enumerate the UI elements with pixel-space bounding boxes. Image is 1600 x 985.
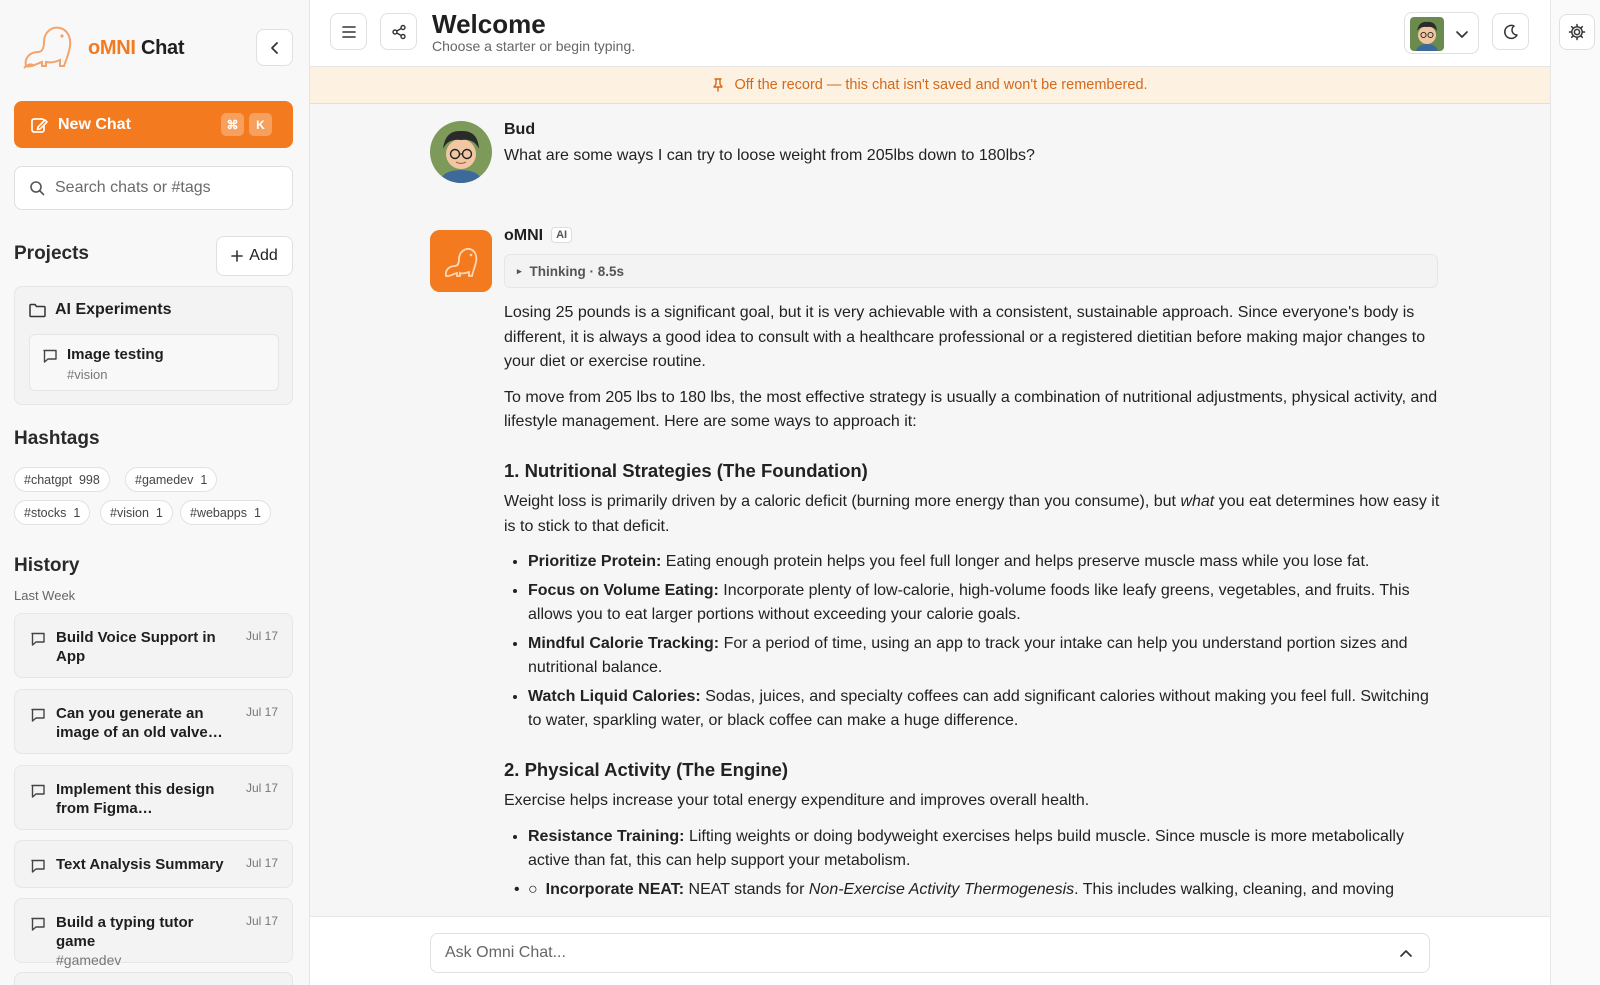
folder-icon bbox=[29, 303, 46, 318]
project-chat-tag: #vision bbox=[67, 367, 108, 382]
emphasis-text: what bbox=[1180, 493, 1215, 510]
answer-paragraph: Exercise helps increase your total energy expenditure and improves overall health. bbox=[504, 792, 1090, 809]
project-header[interactable] bbox=[29, 301, 171, 319]
hashtag-chip[interactable] bbox=[100, 500, 173, 525]
banner-text: Off the record — this chat isn't saved and won't be remembered. bbox=[734, 77, 1148, 93]
ai-name bbox=[504, 227, 572, 245]
brand-prefix: oMNI bbox=[88, 36, 136, 59]
collapse-sidebar-button[interactable] bbox=[256, 29, 293, 66]
history-item[interactable] bbox=[14, 613, 293, 678]
hashtag-name: #webapps bbox=[190, 505, 247, 520]
project-chat-item[interactable] bbox=[29, 334, 279, 391]
history-item-title: Implement this design from Figma… bbox=[56, 781, 215, 817]
ai-name-text: oMNI bbox=[504, 227, 544, 244]
list-item-key: Focus on Volume Eating: bbox=[528, 581, 719, 599]
menu-button[interactable] bbox=[330, 13, 367, 50]
hashtag-name: #gamedev bbox=[135, 472, 194, 487]
history-item-date: Jul 17 bbox=[245, 781, 278, 795]
share-icon bbox=[391, 24, 407, 40]
answer-list bbox=[504, 825, 1444, 903]
composer bbox=[430, 933, 1430, 973]
answer-list bbox=[504, 550, 1444, 734]
chat-bubble-icon bbox=[30, 858, 46, 874]
chat-bubble-icon bbox=[30, 707, 46, 723]
message-input[interactable] bbox=[445, 944, 1345, 962]
new-chat-button[interactable] bbox=[14, 101, 293, 148]
hashtag-chip[interactable] bbox=[14, 500, 90, 525]
circle-bullet: ○ bbox=[528, 880, 538, 898]
main-panel bbox=[310, 0, 1550, 985]
emphasis-text: Non-Exercise Activity Thermogenesis bbox=[808, 880, 1075, 898]
hamburger-icon bbox=[341, 25, 357, 39]
thinking-label: Thinking · 8.5s bbox=[529, 263, 625, 279]
shortcut-key-k: K bbox=[249, 113, 272, 136]
hashtag-chip[interactable] bbox=[180, 500, 271, 525]
text-span: Weight loss is primarily driven by a caloric deficit (burning more energy than you consume), but bbox=[504, 493, 1181, 510]
history-item-date: Jul 17 bbox=[245, 856, 278, 870]
dino-logo-icon bbox=[430, 230, 492, 292]
history-title: History bbox=[14, 555, 80, 576]
answer-paragraph: To move from 205 lbs to 180 lbs, the most effective strategy is usually a combination of nutritional adjustments, physical activity, and lifestyle management. Here are some ways to approach it: bbox=[504, 388, 1438, 430]
gear-icon bbox=[1568, 23, 1586, 41]
sidebar bbox=[0, 0, 310, 985]
settings-button[interactable] bbox=[1559, 14, 1595, 50]
answer-paragraph bbox=[504, 490, 1444, 539]
app-name bbox=[88, 37, 184, 60]
history-item-partial[interactable] bbox=[14, 972, 293, 985]
search-input[interactable] bbox=[55, 179, 275, 197]
history-item-title-text: Build a typing tutor game bbox=[56, 914, 194, 950]
list-item-key: Resistance Training: bbox=[528, 827, 685, 845]
history-item[interactable] bbox=[14, 840, 293, 888]
list-item-text: Sodas, juices, and specialty coffees can add significant calories without making you feel full. Switching to water, sparkling water, or black coffee can make a huge difference. bbox=[528, 687, 1429, 729]
list-item-text: . This includes walking, cleaning, and moving bbox=[1074, 880, 1395, 898]
list-item-text: For a period of time, using an app to track your intake can help you understand portion sizes and nutritional balance. bbox=[528, 634, 1408, 676]
chat-bubble-icon bbox=[42, 348, 58, 364]
list-item-text: Eating enough protein helps you feel full longer and helps preserve muscle mass while you lose fat. bbox=[661, 553, 1370, 570]
history-item-date: Jul 17 bbox=[245, 705, 278, 719]
list-item bbox=[528, 685, 1444, 734]
chevron-up-icon[interactable] bbox=[1399, 947, 1413, 961]
history-item-tag: #gamedev bbox=[56, 952, 122, 968]
search-box bbox=[14, 166, 293, 210]
hashtag-count: 998 bbox=[78, 472, 100, 487]
user-message-text: What are some ways I can try to loose weight from 205lbs down to 180lbs? bbox=[504, 147, 1035, 164]
brand[interactable] bbox=[20, 20, 184, 76]
list-item bbox=[528, 579, 1444, 628]
projects-title: Projects bbox=[14, 243, 89, 264]
list-item bbox=[528, 825, 1444, 874]
ai-avatar bbox=[430, 230, 492, 292]
page-subtitle: Choose a starter or begin typing. bbox=[432, 38, 636, 54]
thinking-toggle[interactable] bbox=[504, 254, 1438, 288]
edit-icon bbox=[30, 116, 48, 134]
hashtag-chip[interactable] bbox=[125, 467, 217, 492]
ai-badge: AI bbox=[551, 227, 572, 243]
history-item-title: Text Analysis Summary bbox=[56, 856, 224, 873]
composer-bar bbox=[310, 916, 1550, 985]
right-toolbar bbox=[1550, 0, 1600, 985]
add-project-button[interactable] bbox=[216, 236, 293, 276]
hashtag-count: 1 bbox=[155, 505, 163, 520]
project-name: AI Experiments bbox=[55, 301, 172, 318]
list-item bbox=[528, 550, 1444, 575]
user-name: Bud bbox=[504, 121, 536, 138]
project-card bbox=[14, 286, 293, 405]
list-item bbox=[514, 878, 1444, 903]
history-item-date: Jul 17 bbox=[245, 629, 278, 643]
history-item[interactable] bbox=[14, 898, 293, 968]
history-group-label: Last Week bbox=[14, 588, 76, 603]
user-avatar bbox=[430, 121, 492, 183]
list-item-key: Watch Liquid Calories: bbox=[528, 687, 701, 705]
new-chat-label: New Chat bbox=[58, 115, 131, 133]
top-bar bbox=[310, 0, 1550, 67]
chat-bubble-icon bbox=[30, 916, 46, 932]
chevron-left-icon bbox=[268, 41, 282, 55]
hashtag-count: 1 bbox=[254, 505, 261, 520]
caret-right-icon: ▸ bbox=[517, 265, 522, 276]
text-span: you eat determines how easy it is to stick to that deficit. bbox=[504, 493, 1440, 535]
dino-logo-icon bbox=[20, 22, 76, 74]
search-icon bbox=[29, 180, 45, 196]
hashtag-name: #chatgpt bbox=[24, 472, 72, 487]
chevron-down-icon bbox=[1455, 27, 1469, 41]
brand-suffix: Chat bbox=[135, 36, 185, 59]
ai-answer bbox=[504, 301, 1444, 906]
user-portrait-icon bbox=[430, 121, 492, 183]
answer-heading: 1. Nutritional Strategies (The Foundation) bbox=[504, 459, 868, 481]
chat-bubble-icon bbox=[30, 631, 46, 647]
user-avatar bbox=[1410, 17, 1444, 51]
list-item-key: Mindful Calorie Tracking: bbox=[528, 634, 720, 652]
list-item bbox=[528, 632, 1444, 681]
moon-icon bbox=[1503, 24, 1519, 40]
add-label: Add bbox=[249, 247, 278, 264]
hashtags-title: Hashtags bbox=[14, 428, 100, 449]
list-item-text: Lifting weights or doing bodyweight exercises helps build muscle. Since muscle is more metabolically active than fat, this can help support your metabolism. bbox=[528, 827, 1404, 869]
hashtag-name: #stocks bbox=[24, 505, 67, 520]
account-menu-button[interactable] bbox=[1404, 12, 1479, 54]
history-item-title: Can you generate an image of an old valve… bbox=[56, 705, 223, 741]
answer-heading: 2. Physical Activity (The Engine) bbox=[504, 758, 789, 780]
off-record-banner bbox=[310, 67, 1550, 104]
list-item-text: Incorporate plenty of low-calorie, high-volume foods like leafy greens, vegetables, and fruits. This allows you to eat larger portions without exceeding your calorie goals. bbox=[528, 581, 1410, 623]
history-item-title bbox=[56, 913, 226, 970]
hashtag-count: 1 bbox=[200, 472, 208, 487]
history-item-date: Jul 17 bbox=[245, 914, 278, 928]
pin-icon bbox=[712, 78, 724, 92]
project-chat-title: Image testing bbox=[67, 346, 164, 363]
history-item-title: Build Voice Support in App bbox=[56, 629, 216, 665]
bullet-marker: • bbox=[514, 880, 520, 898]
hashtag-name: #vision bbox=[110, 505, 149, 520]
history-item[interactable] bbox=[14, 689, 293, 754]
plus-icon bbox=[231, 250, 243, 262]
hashtag-chip[interactable] bbox=[14, 467, 110, 492]
answer-paragraph: Losing 25 pounds is a significant goal, but it is very achievable with a consistent, sustainable approach. Since everyone's body is different, it is always a good idea to consult with a healthcare professional or a registered dietitian before making major changes to your diet or exercise routine. bbox=[504, 304, 1426, 370]
share-button[interactable] bbox=[380, 13, 417, 50]
history-item[interactable] bbox=[14, 765, 293, 830]
list-item-key: Prioritize Protein: bbox=[528, 553, 662, 570]
hashtag-count: 1 bbox=[73, 505, 81, 520]
shortcut-key-cmd: ⌘ bbox=[221, 113, 244, 136]
list-item-text: NEAT stands for bbox=[684, 880, 809, 898]
chat-bubble-icon bbox=[30, 783, 46, 799]
theme-toggle-button[interactable] bbox=[1492, 13, 1529, 50]
page-title: Welcome bbox=[432, 9, 546, 39]
list-item-key: Incorporate NEAT: bbox=[545, 880, 685, 898]
